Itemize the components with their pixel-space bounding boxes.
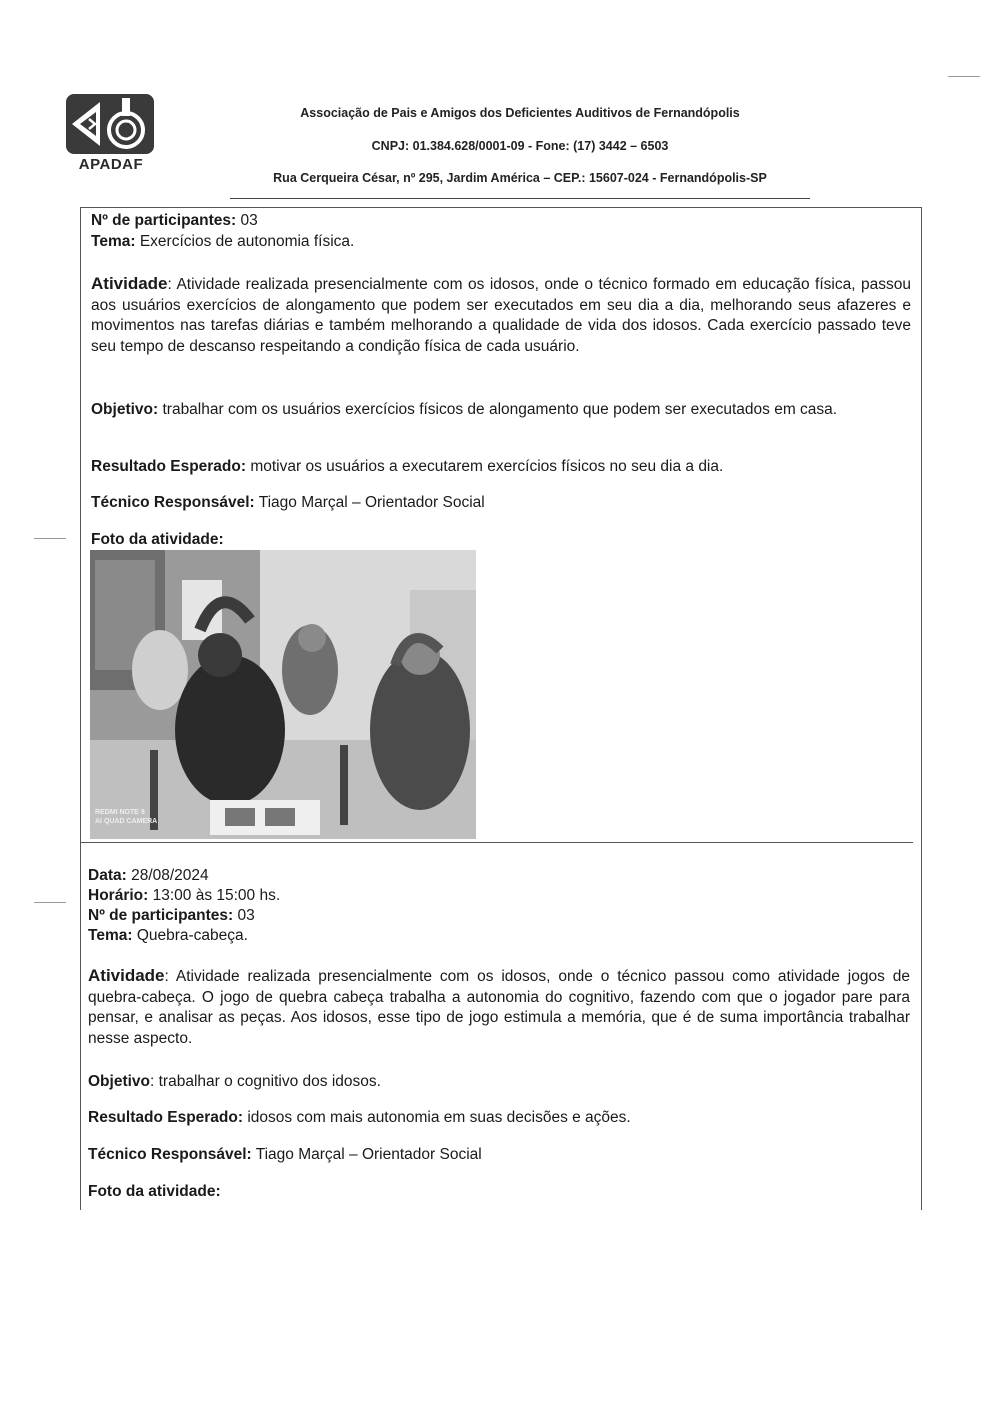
- theme-label: Tema:: [91, 233, 136, 250]
- theme-line: [91, 232, 354, 252]
- theme-label-2: Tema:: [88, 927, 133, 944]
- org-address: Rua Cerqueira César, nº 295, Jardim América – CEP.: 15607-024 - Fernandópolis-SP: [273, 171, 767, 185]
- technician-line-2: [88, 1145, 482, 1165]
- technician-text-2: Tiago Marçal – Orientador Social: [251, 1146, 482, 1163]
- time-value: 13:00 às 15:00 hs.: [148, 887, 281, 904]
- photo-label-line-2: [88, 1182, 221, 1202]
- date-line: [88, 866, 209, 886]
- activity-text: : Atividade realizada presencialmente com os idosos, onde o técnico formado em educação física, passou aos usuários exercícios de alongamento que podem ser executados em seu dia a dia, melhorando seus afazeres e movimentos nas tarefas diárias e também melhorando a qualidade de vida dos idosos. Cada exercício passado teve seu tempo de descanso respeitando a condição física de cada usuário.: [91, 276, 911, 355]
- ear-key-icon: [66, 94, 154, 154]
- participants-label-2: Nº de participantes:: [88, 907, 234, 924]
- section-divider: [80, 842, 913, 843]
- apadaf-logo: [66, 94, 156, 176]
- expected-line: [91, 457, 723, 477]
- photo-watermark: [95, 808, 157, 826]
- participants-line-2: [88, 906, 255, 926]
- activity-text-2: : Atividade realizada presencialmente com os idosos, onde o técnico passou como atividade jogos de quebra-cabeça. O jogo de quebra cabeça trabalha a autonomia do cognitivo, fazendo com que o jogador pare para pensar, e analisar as peças. Aos idosos, esse tipo de jogo estimula a memória, que é de suma importância trabalhar nesse aspecto.: [88, 968, 910, 1047]
- objective-label: Objetivo:: [91, 401, 159, 418]
- activity-paragraph: [91, 274, 911, 357]
- expected-line-2: [88, 1108, 631, 1128]
- frame-top-border: [80, 207, 922, 208]
- objective-text: trabalhar com os usuários exercícios físicos de alongamento que podem ser executados em casa.: [158, 401, 838, 418]
- exercise-photo-image: [90, 550, 476, 839]
- objective-paragraph: [91, 400, 911, 421]
- frame-left-border: [80, 207, 81, 1210]
- scan-mark: [34, 538, 66, 539]
- logo-emblem: [66, 94, 154, 154]
- org-contact: CNPJ: 01.384.628/0001-09 - Fone: (17) 3442 – 6503: [371, 139, 669, 153]
- time-line: [88, 886, 280, 906]
- theme-line-2: [88, 926, 248, 946]
- participants-value-2: 03: [233, 907, 255, 924]
- technician-label-2: Técnico Responsável:: [88, 1146, 252, 1163]
- org-name: Associação de Pais e Amigos dos Deficientes Auditivos de Fernandópolis: [300, 106, 740, 120]
- date-label: Data:: [88, 867, 127, 884]
- activity-label-2: Atividade: [88, 966, 165, 985]
- expected-label-2: Resultado Esperado:: [88, 1109, 244, 1126]
- activity-paragraph-2: [88, 966, 910, 1049]
- objective-label-2: Objetivo: [88, 1073, 151, 1090]
- time-label: Horário:: [88, 887, 149, 904]
- expected-label: Resultado Esperado:: [91, 458, 247, 475]
- watermark-line-1: REDMI NOTE 9: [95, 809, 145, 816]
- participants-line: [91, 211, 258, 231]
- activity-label: Atividade: [91, 274, 168, 293]
- date-value: 28/08/2024: [126, 867, 209, 884]
- photo-label-line: [91, 530, 224, 550]
- objective-line-2: [88, 1072, 381, 1092]
- photo-label: Foto da atividade:: [91, 531, 224, 548]
- watermark-line-2: AI QUAD CAMERA: [95, 818, 158, 825]
- participants-label: Nº de participantes:: [91, 212, 237, 229]
- expected-text-2: idosos com mais autonomia em suas decisões e ações.: [243, 1109, 631, 1126]
- activity-photo: [90, 550, 476, 839]
- technician-text: Tiago Marçal – Orientador Social: [254, 494, 485, 511]
- scan-mark: [34, 902, 66, 903]
- objective-text-2: : trabalhar o cognitivo dos idosos.: [150, 1073, 381, 1090]
- header-divider: [230, 198, 810, 199]
- participants-value: 03: [236, 212, 258, 229]
- logo-text: APADAF: [78, 156, 144, 173]
- technician-label: Técnico Responsável:: [91, 494, 255, 511]
- technician-line: [91, 493, 485, 513]
- photo-label-2: Foto da atividade:: [88, 1183, 221, 1200]
- scan-mark: [948, 76, 980, 77]
- theme-value-2: Quebra-cabeça.: [132, 927, 248, 944]
- frame-right-border: [921, 207, 922, 1210]
- expected-text: motivar os usuários a executarem exercícios físicos no seu dia a dia.: [246, 458, 724, 475]
- theme-value: Exercícios de autonomia física.: [135, 233, 355, 250]
